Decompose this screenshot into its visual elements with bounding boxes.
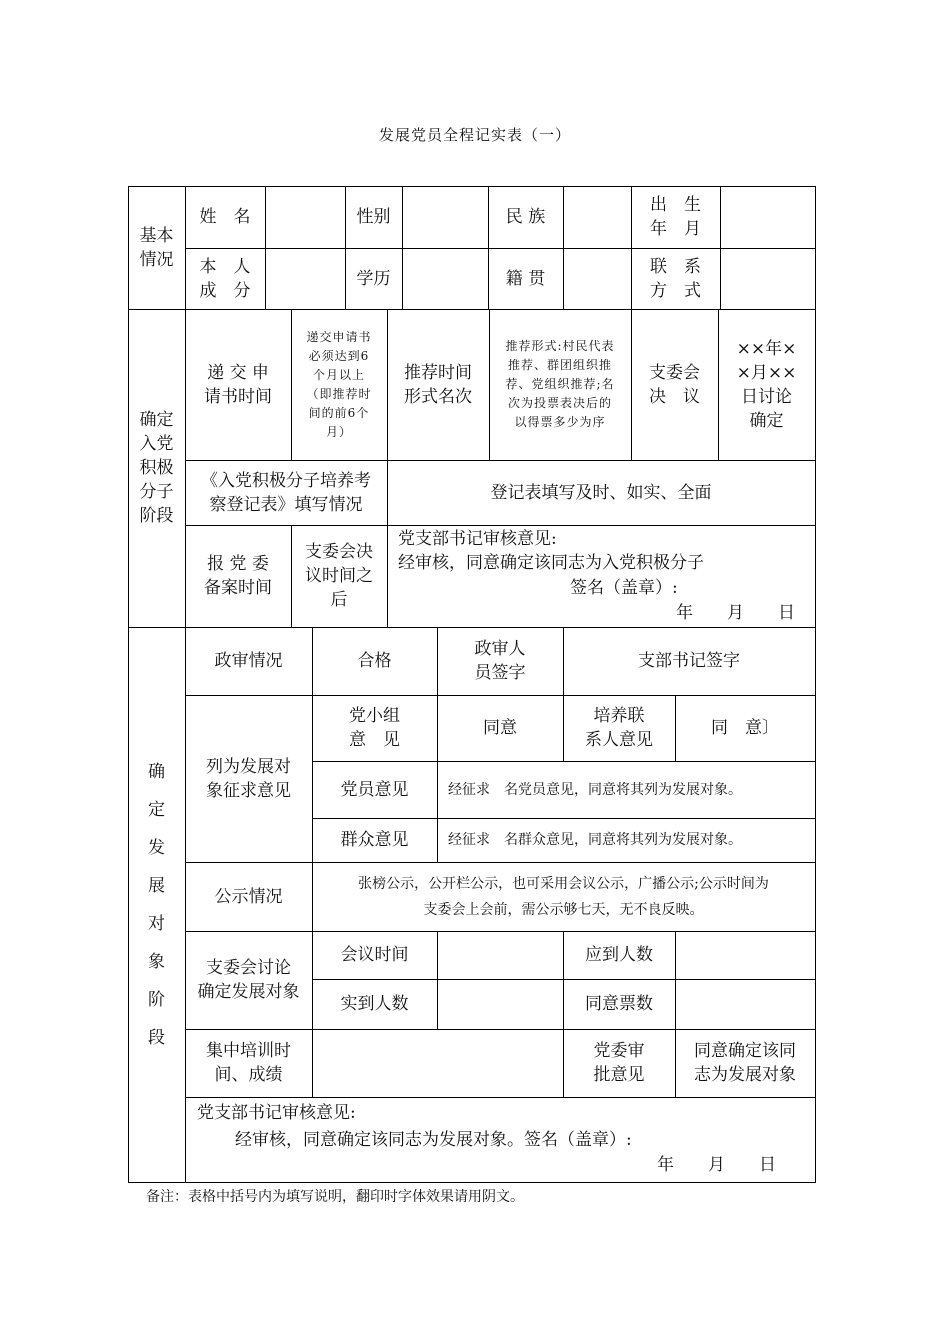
gender-label: 性别 — [356, 207, 391, 227]
political-review-value[interactable]: 合格 — [357, 651, 392, 671]
activist-secretary-opinion[interactable] — [387, 525, 815, 627]
announcement-value[interactable]: 张榜公示，公开栏公示，也可采用会议公示，广播公示;公示时间为 支委会上会前，需公示够七天，无不良反映。 — [358, 875, 769, 918]
submit-time-label: 递 交 申 请书时间 — [204, 362, 272, 407]
decision-time-note[interactable]: 支委会决 议时间之 后 — [305, 542, 373, 610]
announcement-label: 公示情况 — [214, 886, 283, 907]
branch-secretary-sign[interactable]: 支部书记签字 — [638, 651, 740, 671]
submit-time-note[interactable]: 递交申请书 必须达到6 个月以上 （即推荐时 间的前6个 月） — [306, 329, 372, 439]
basic-section-label: 基本 情况 — [139, 226, 174, 270]
expected-count-field[interactable] — [675, 931, 815, 979]
register-label: 《入党积极分子培养考 察登记表》填写情况 — [201, 470, 371, 515]
footnote: 备注：表格中括号内为填写说明，翻印时字体效果请用阴文。 — [146, 1189, 524, 1205]
meeting-time-label: 会议时间 — [340, 945, 409, 965]
solicit-opinion-label: 列为发展对 象征求意见 — [206, 756, 291, 801]
member-opinion-value[interactable]: 经征求 名党员意见，同意将其列为发展对象。 — [448, 781, 742, 798]
register-value[interactable]: 登记表填写及时、如实、全面 — [490, 482, 712, 503]
party-committee-value[interactable]: 同意确定该同 志为发展对象 — [694, 1041, 796, 1085]
expected-count-label: 应到人数 — [585, 945, 653, 965]
native-place-field[interactable] — [563, 248, 631, 309]
party-committee-label: 党委审 批意见 — [593, 1041, 645, 1085]
ethnicity-label: 民 族 — [505, 207, 546, 227]
name-label: 姓 名 — [199, 207, 251, 227]
training-field[interactable] — [312, 1029, 563, 1097]
contact-person-value[interactable]: 同 意〕 — [711, 718, 779, 738]
signature-date: 年 月 日 — [657, 1155, 776, 1175]
committee-label: 支委会 决 议 — [649, 362, 700, 407]
education-label: 学历 — [356, 268, 391, 289]
public-opinion-label: 群众意见 — [340, 830, 409, 850]
ethnicity-field[interactable] — [563, 186, 631, 248]
secretary-opinion-text: 经审核，同意确定该同志为发展对象。签名（盖章）: — [235, 1130, 632, 1150]
page-title: 发展党员全程记实表（一） — [378, 126, 571, 144]
secretary-opinion-text: 经审核，同意确定该同志为入党积极分子 — [398, 553, 704, 573]
gender-field[interactable] — [402, 186, 488, 248]
name-field[interactable] — [265, 186, 345, 248]
attended-count-field[interactable] — [437, 979, 563, 1029]
approve-votes-field[interactable] — [675, 979, 815, 1029]
signature-label: 签名（盖章）: — [570, 578, 678, 598]
native-place-label: 籍 贯 — [505, 268, 546, 289]
develop-section-label: 确 定 发 展 对 象 阶 段 — [148, 761, 165, 1048]
signature-date: 年 月 日 — [676, 603, 795, 623]
activist-section-label: 确定 入党 积极 分子 阶段 — [139, 410, 174, 526]
reviewer-sign-label: 政审人 员签字 — [474, 639, 526, 683]
attended-count-label: 实到人数 — [340, 994, 409, 1014]
party-group-label: 党小组 意 见 — [349, 706, 400, 750]
contact-person-label: 培养联 系人意见 — [585, 706, 653, 750]
meeting-time-field[interactable] — [437, 931, 563, 979]
party-group-value[interactable]: 同意 — [483, 718, 517, 738]
secretary-opinion-title: 党支部书记审核意见: — [197, 1103, 356, 1123]
recommend-label: 推荐时间 形式名次 — [404, 362, 472, 407]
member-opinion-label: 党员意见 — [340, 779, 409, 800]
political-review-label: 政审情况 — [214, 651, 283, 671]
recommend-note[interactable]: 推荐形式:村民代表 推荐、群团组织推 荐、党组织推荐;名 次为投票表决后的 以得票多少为序 — [505, 339, 615, 429]
contact-label: 联 系 方 式 — [650, 256, 701, 301]
approve-votes-label: 同意票数 — [585, 994, 653, 1014]
secretary-opinion-title: 党支部书记审核意见: — [398, 529, 557, 549]
training-label: 集中培训时 间、成绩 — [206, 1041, 291, 1085]
origin-field[interactable] — [265, 248, 345, 309]
birth-field[interactable] — [720, 186, 815, 248]
origin-label: 本 人 成 分 — [199, 256, 251, 301]
contact-field[interactable] — [720, 248, 815, 309]
committee-discuss-label: 支委会讨论 确定发展对象 — [197, 958, 300, 1002]
report-time-label: 报 党 委 备案时间 — [204, 554, 272, 598]
public-opinion-value[interactable]: 经征求 名群众意见，同意将其列为发展对象。 — [448, 832, 742, 848]
develop-secretary-opinion[interactable] — [185, 1097, 815, 1182]
education-field[interactable] — [402, 248, 488, 309]
committee-note[interactable]: ××年× ×月×× 日讨论 确定 — [736, 338, 797, 431]
birth-label: 出 生 年 月 — [650, 195, 701, 239]
